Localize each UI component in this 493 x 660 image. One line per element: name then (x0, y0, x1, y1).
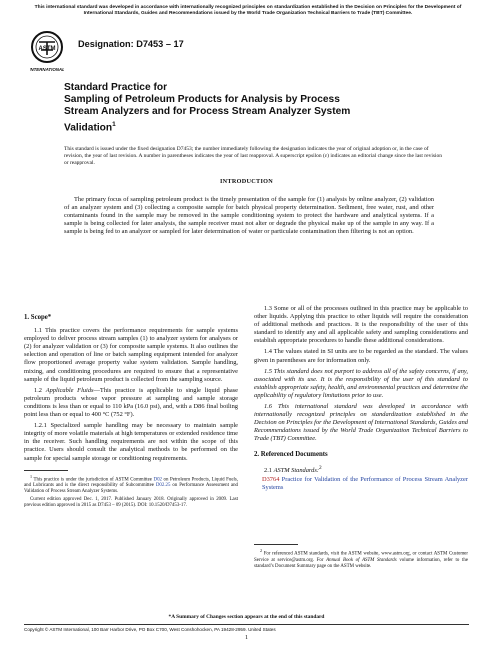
reference-code[interactable]: D3764 (262, 475, 280, 483)
paragraph-1-1: 1.1 This practice covers the performance requirements for sample systems employed to deliver process stream samples (1) to analyzer system for analyses or (2) for analyzer validation or (3) for composite sample systems. It also outlines the selection and operation of line or batch sampling equipment intended for analyzer flow proportioned average property value system validation. Sample handling, mixing, and conditioning procedures are required to ensure that a representative sample of the liquid petroleum product is collected from the sampling source. (24, 327, 238, 383)
footnote-2: $^2$ For referenced ASTM standards, visit the ASTM website, www.astm.org, or contact ASTM Customer Service at service@astm.org. For Annual Book of ASTM Standards volume information, refer to the standard’s Document Summary page on the ASTM website. (254, 548, 469, 569)
standard-note: This standard is issued under the fixed designation D7453; the number immediately following the designation indicates the year of original adoption or, in the case of revision, the year of last revision. A number in parentheses indicates the year of last reapproval. A superscript epsilon (ε) indicates an editorial change since the last revision or reapproval. (64, 146, 443, 166)
reference-title[interactable]: Practice for Validation of the Performance of Process Stream Analyzer Systems (262, 475, 468, 491)
footnote-1: $^1$ This practice is under the jurisdiction of ASTM Committee D02 on Petroleum Products, Liquid Fuels, and Lubricants and is the direct responsibility of Subcommittee D02.25 on Performance Assessment and Validation of Process Stream Analyzer Systems. Current edition approved Dec. 1, 2017. Published January 2018. Originally approved in 2009. Last previous edition approved in 2015 as D7453 – 09 (2015). DOI: 10.1520/D7453-17. (24, 473, 238, 508)
fn1-text-c: on Performance Assessment and Validation of Process Stream Analyzer Systems. (24, 483, 238, 495)
logo-subtext: INTERNATIONAL (30, 67, 64, 72)
astm-standards-footnote-mark[interactable]: 2 (318, 464, 322, 471)
referenced-heading: 2. Referenced Documents (254, 450, 328, 458)
designation: Designation: D7453 – 17 (78, 39, 184, 49)
paragraph-1-2-label: 1.2 (34, 386, 46, 394)
astm-standards-label: ASTM Standards: (273, 466, 319, 474)
title-line-4 (64, 119, 444, 135)
tbt-notice: This international standard was developed in accordance with internationally recognized principles on standardization established in the Decision on Principles for the Development of International Standards, Guides and Recommendations issued by the World Trade Organization Technical Barriers to Trade (TBT) Committee. (34, 5, 462, 17)
title-line-3: Stream Analyzers and for Process Stream Analyzer System (64, 106, 351, 118)
introduction-heading: INTRODUCTION (219, 178, 274, 185)
astm-logo (30, 30, 64, 76)
title-footnote-mark[interactable]: 1 (112, 120, 116, 128)
paragraph-2-1 (254, 464, 468, 475)
fn1-edition: Current edition approved Dec. 1, 2017. Published January 2018. Originally approved in 2009. Last previous edition approved in 2015 as D7453 – 09 (2015). DOI: 10.1520/D7453-17. (24, 496, 238, 508)
paragraph-1-2-text: —This practice is applicable to single liquid phase petroleum products whose vapor pressure at sampling and sample storage conditions is less than or equal to 110 kPa (16.0 psi), and, with a D86 final boiling point less than or equal to 400 °C (752 °F). (24, 386, 238, 419)
paragraph-1-5: 1.5 This standard does not purport to address all of the safety concerns, if any, associated with its use. It is the responsibility of the user of this standard to establish appropriate safety, health, and environmental practices and determine the applicability of regulatory limitations prior to use. (254, 367, 468, 399)
paragraph-1-2-1: 1.2.1 Specialized sample handling may be necessary to maintain sample integrity of more volatile materials at high temperatures or extended residence time in the receiver. Such handling requirements are not within the scope of this practice. Users should consult the analytical methods to be performed on the sample for special sample storage or conditioning requirements. (24, 422, 238, 462)
document-title (64, 82, 444, 134)
copyright-line: Copyright © ASTM International, 100 Barr Harbor Drive, PO Box C700, West Conshohocken, PA 19428-2959. United States (24, 624, 469, 632)
page-number: 1 (244, 634, 249, 641)
introduction-text: The primary focus of sampling petroleum product is the timely presentation of the sample for (1) analysis by online analyzer, (2) validation of an analyzer system and (3) collecting a composite sample for batch physical property determination. Sediment, free water, rust, and other contaminants found in the sample may be removed in the sample conditioning system to protect the hardware and analytical systems. If a sample is being collected for later analysis, the sample receiver must not alter or degrade the physical make up of the sample in any way. If a sample is being fed to an analyzer or sampled for later determination of water or particulate contamination then filtering is not an option. (64, 196, 434, 236)
footnote-rule-right (254, 544, 298, 545)
title-line-1: Standard Practice for (64, 82, 168, 93)
astm-logo-icon (30, 30, 64, 76)
right-column (254, 305, 468, 571)
fn2-text-b: volume information, refer to the standard’s Document Summary page on the ASTM website. (254, 557, 469, 569)
footnote-rule (24, 470, 68, 471)
summary-of-changes-note: *A Summary of Changes section appears at the end of this standard (168, 614, 325, 620)
paragraph-1-3: 1.3 Some or all of the processes outlined in this practice may be applicable to other liquids. Applying this practice to other liquids will require the consideration of additional methods and practices. It is the responsibility of the user of this standard to identify any and all applicable safety and sampling considerations and establish appropriate procedures to handle these additional considerations. (254, 305, 468, 345)
left-column (24, 314, 238, 510)
paragraph-1-2-italic: Applicable Fluids (45, 386, 94, 394)
logo-text: ASTM (38, 46, 56, 52)
fn2-text-a: For referenced ASTM standards, visit the ASTM website, www.astm.org, or contact ASTM Customer Service at service@astm.org. For (254, 551, 468, 563)
paragraph-1-6: 1.6 This international standard was developed in accordance with internationally recognized principles on standardization established in the Decision on Principles for the Development of International Standards, Guides and Recommendations issued by the World Trade Organization Technical Barriers to Trade (TBT) Committee. (254, 403, 468, 443)
title-line-2: Sampling of Petroleum Products for Analysis by Process (64, 94, 340, 106)
fn2-italic: Annual Book of ASTM Standards (326, 557, 397, 563)
fn1-text-b: on Petroleum Products, Liquid Fuels, and Lubricants and is the direct responsibility of Subcommittee (24, 477, 238, 489)
paragraph-2-1-label: 2.1 (264, 466, 274, 474)
paragraph-1-2 (24, 387, 238, 419)
paragraph-1-4: 1.4 The values stated in SI units are to be regarded as the standard. The values given in parentheses are for information only. (254, 348, 468, 364)
fn1-committee-link[interactable]: D02 (153, 477, 162, 483)
scope-heading: 1. Scope* (24, 314, 52, 321)
fn1-text-a: This practice is under the jurisdiction of ASTM Committee (33, 477, 154, 483)
reference-d3764[interactable] (254, 476, 468, 492)
title-line-4-text: Validation (64, 122, 113, 133)
fn1-subcommittee-link[interactable]: D02.25 (155, 483, 171, 489)
